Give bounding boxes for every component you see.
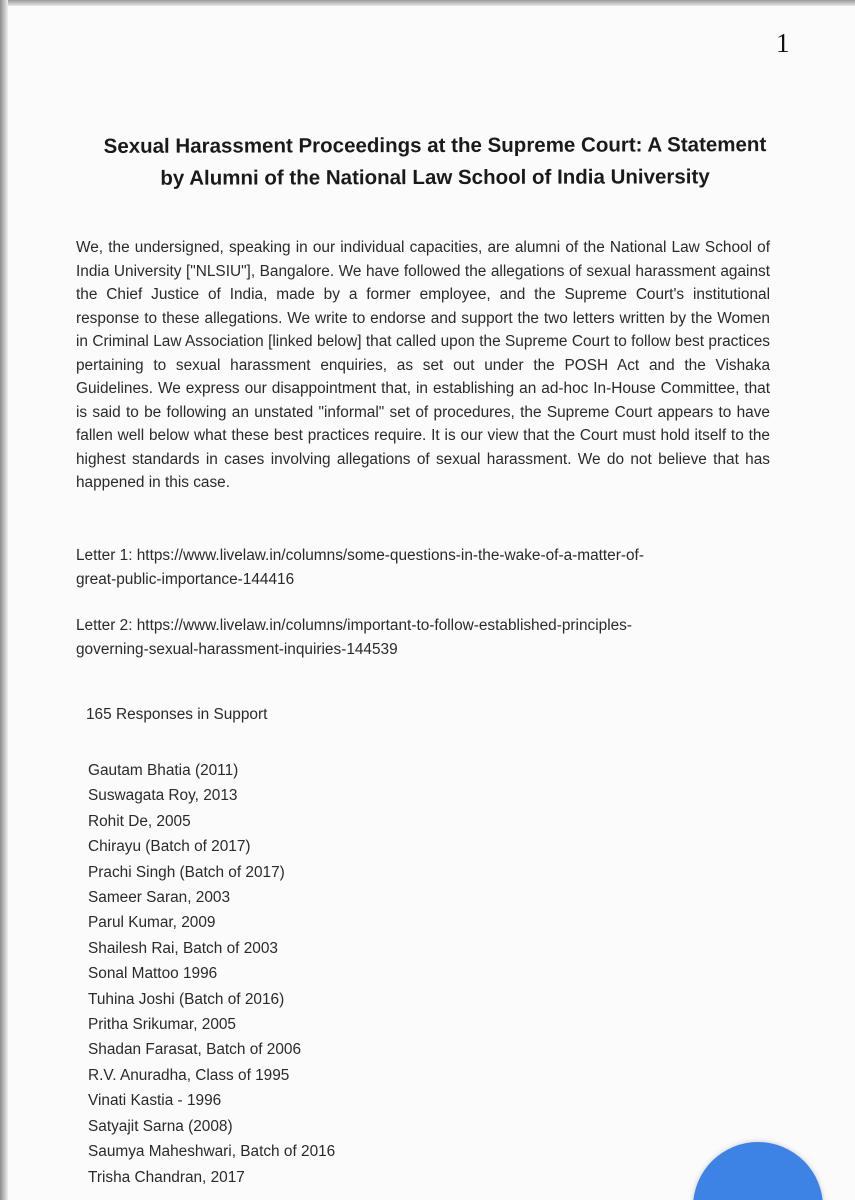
letter-2-line-1: Letter 2: https://www.livelaw.in/columns/important-to-follow-established-principles- [76,617,633,634]
responses-heading: 165 Responses in Support [86,706,268,723]
signatory-item: Sonal Mattoo 1996 [88,965,218,983]
signatory-list [88,758,335,1190]
signatory-item: Tuhina Joshi (Batch of 2016) [88,990,285,1008]
letter-1-reference [76,544,776,591]
page-number: 1 [776,28,790,58]
signatory-item: Gautam Bhatia (2011) [88,762,239,779]
signatory-item: Satyajit Sarna (2008) [88,1117,233,1135]
signatory-item: Suswagata Roy, 2013 [88,787,238,805]
signatory-item: Shailesh Rai, Batch of 2003 [88,939,278,957]
statement-paragraph: We, the undersigned, speaking in our individual capacities, are alumni of the National Law School of India University ["NLSIU"], Bangalore. We have followed the allegations of sexual harassment against the Chief Justice of India, made by a former employee, and the Supreme Court's institutional response to these allegations. We write to endorse and support the two letters written by the Women in Criminal Law Association [linked below] that called upon the Supreme Court to follow best practices pertaining to sexual harassment enquiries, as set out under the POSH Act and the Vishaka Guidelines. We express our disappointment that, in establishing an ad-hoc In-House Committee, that is said to be following an unstated "informal" set of procedures, the Supreme Court appears to have fallen well below what these best practices require. It is our view that the Court must hold itself to the highest standards in cases involving allegations of sexual harassment. We do not believe that has happened in this case. [76,239,770,491]
signatory-item: Vinati Kastia - 1996 [88,1092,222,1110]
signatory-item: Pritha Srikumar, 2005 [88,1016,236,1034]
scan-left-edge [0,0,8,1200]
title-line-2: by Alumni of the National Law School of India University [160,165,710,190]
letter-1-line-2: great-public-importance-144416 [76,570,295,588]
document-title [60,129,810,195]
scan-top-edge [0,0,855,6]
letter-2-line-2: governing-sexual-harassment-inquiries-144539 [76,640,398,658]
signatory-item: Shadan Farasat, Batch of 2006 [88,1041,302,1059]
signatory-item: Parul Kumar, 2009 [88,914,216,932]
letter-1-line-1: Letter 1: https://www.livelaw.in/columns/some-questions-in-the-wake-of-a-matter-of- [76,547,644,564]
signatory-item: Rohit De, 2005 [88,812,191,830]
signatory-item: Chirayu (Batch of 2017) [88,838,251,856]
title-line-1: Sexual Harassment Proceedings at the Supreme Court: A Statement [103,133,767,158]
floating-action-button[interactable] [693,1142,823,1200]
letter-2-reference [76,614,776,661]
signatory-item: Saumya Maheshwari, Batch of 2016 [88,1143,336,1161]
signatory-item: R.V. Anuradha, Class of 1995 [88,1066,290,1084]
signatory-item: Trisha Chandran, 2017 [88,1168,245,1186]
signatory-item: Sameer Saran, 2003 [88,889,231,907]
signatory-item: Prachi Singh (Batch of 2017) [88,863,285,881]
